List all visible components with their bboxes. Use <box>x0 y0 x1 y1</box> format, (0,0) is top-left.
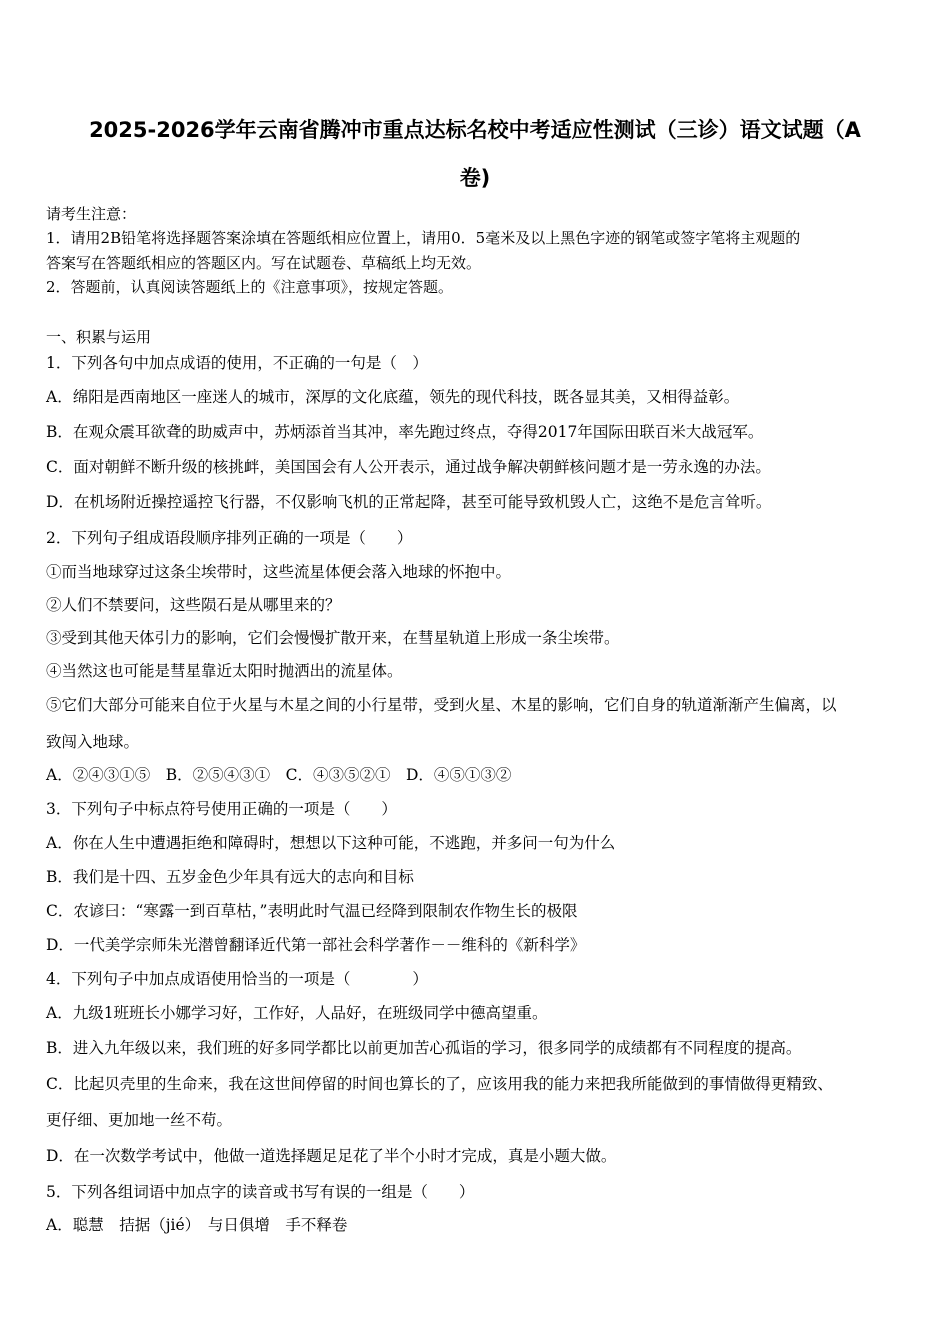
notice-item-1b: 答案写在答题纸相应的答题区内。写在试题卷、草稿纸上均无效。 <box>46 254 482 272</box>
notice-item-1a: 1．请用2B铅笔将选择题答案涂填在答题纸相应位置上，请用0．5毫米及以上黑色字迹的钢笔或签字笔将主观题的 <box>46 229 801 247</box>
q3-option-d: D．一代美学宗师朱光潜曾翻译近代第一部社会科学著作－－维科的《新科学》 <box>46 936 586 954</box>
q2-sentence-2: ②人们不禁要问，这些陨石是从哪里来的？ <box>46 596 341 614</box>
q1-option-b: B．在观众震耳欲聋的助威声中，苏炳添首当其冲，率先跑过终点，夺得2017年国际田联百米大战冠军。 <box>46 423 764 441</box>
q2-sentence-5a: ⑤它们大部分可能来自位于火星与木星之间的小行星带，受到火星、木星的影响，它们自身的轨道渐渐产生偏离，以 <box>46 696 837 714</box>
q3-option-a: A．你在人生中遭遇拒绝和障碍时，想想以下这种可能，不逃跑，并多问一句为什么 <box>46 834 616 852</box>
q2-sentence-5b: 致闯入地球。 <box>46 733 140 751</box>
q4-option-c-line1: C．比起贝壳里的生命来，我在这世间停留的时间也算长的了，应该用我的能力来把我所能做到的事情做得更精致、 <box>46 1075 833 1093</box>
q2-stem: 2．下列句子组成语段顺序排列正确的一项是（ ） <box>46 529 413 547</box>
q3-option-c: C．农谚曰：“寒露一到百草枯，”表明此时气温已经降到限制农作物生长的极限 <box>46 902 578 920</box>
q5-option-a: A．聪慧 拮据（jié） 与日俱增 手不释卷 <box>46 1216 348 1234</box>
q4-option-b: B．进入九年级以来，我们班的好多同学都比以前更加苦心孤诣的学习，很多同学的成绩都有不同程度的提高。 <box>46 1039 802 1057</box>
q3-stem: 3．下列句子中标点符号使用正确的一项是（ ） <box>46 800 397 818</box>
q4-option-a: A．九级1班班长小娜学习好，工作好，人品好，在班级同学中德高望重。 <box>46 1004 548 1022</box>
q4-option-d: D．在一次数学考试中，他做一道选择题足足花了半个小时才完成，真是小题大做。 <box>46 1147 617 1165</box>
q5-stem: 5．下列各组词语中加点字的读音或书写有误的一组是（ ） <box>46 1183 475 1201</box>
q4-option-c-line2: 更仔细、更加地一丝不苟。 <box>46 1111 233 1129</box>
q2-sentence-4: ④当然这也可能是彗星靠近太阳时抛洒出的流星体。 <box>46 662 403 680</box>
section-heading: 一、积累与运用 <box>46 328 152 346</box>
notice-item-2: 2．答题前，认真阅读答题纸上的《注意事项》，按规定答题。 <box>46 278 454 296</box>
q2-sentence-1: ①而当地球穿过这条尘埃带时，这些流星体便会落入地球的怀抱中。 <box>46 563 512 581</box>
q1-option-a: A．绵阳是西南地区一座迷人的城市，深厚的文化底蕴，领先的现代科技，既各显其美，又相得益彰。 <box>46 388 740 406</box>
exam-title-line1: 2025-2026学年云南省腾冲市重点达标名校中考适应性测试（三诊）语文试题（A <box>89 118 861 142</box>
q1-option-d: D．在机场附近操控遥控飞行器，不仅影响飞机的正常起降，甚至可能导致机毁人亡，这绝不是危言耸听。 <box>46 493 772 511</box>
q1-option-c: C．面对朝鲜不断升级的核挑衅，美国国会有人公开表示，通过战争解决朝鲜核问题才是一劳永逸的办法。 <box>46 458 771 476</box>
q4-stem: 4．下列句子中加点成语使用恰当的一项是（ ） <box>46 970 428 988</box>
q2-options: A．②④③①⑤ B．②⑤④③① C．④③⑤②① D．④⑤①③② <box>46 766 512 784</box>
notice-heading: 请考生注意： <box>46 205 137 223</box>
q1-stem: 1．下列各句中加点成语的使用，不正确的一句是（ ） <box>46 354 428 372</box>
q2-sentence-3: ③受到其他天体引力的影响，它们会慢慢扩散开来，在彗星轨道上形成一条尘埃带。 <box>46 629 620 647</box>
q3-option-b: B．我们是十四、五岁金色少年具有远大的志向和目标 <box>46 868 414 886</box>
exam-title-line2: 卷) <box>459 166 491 190</box>
